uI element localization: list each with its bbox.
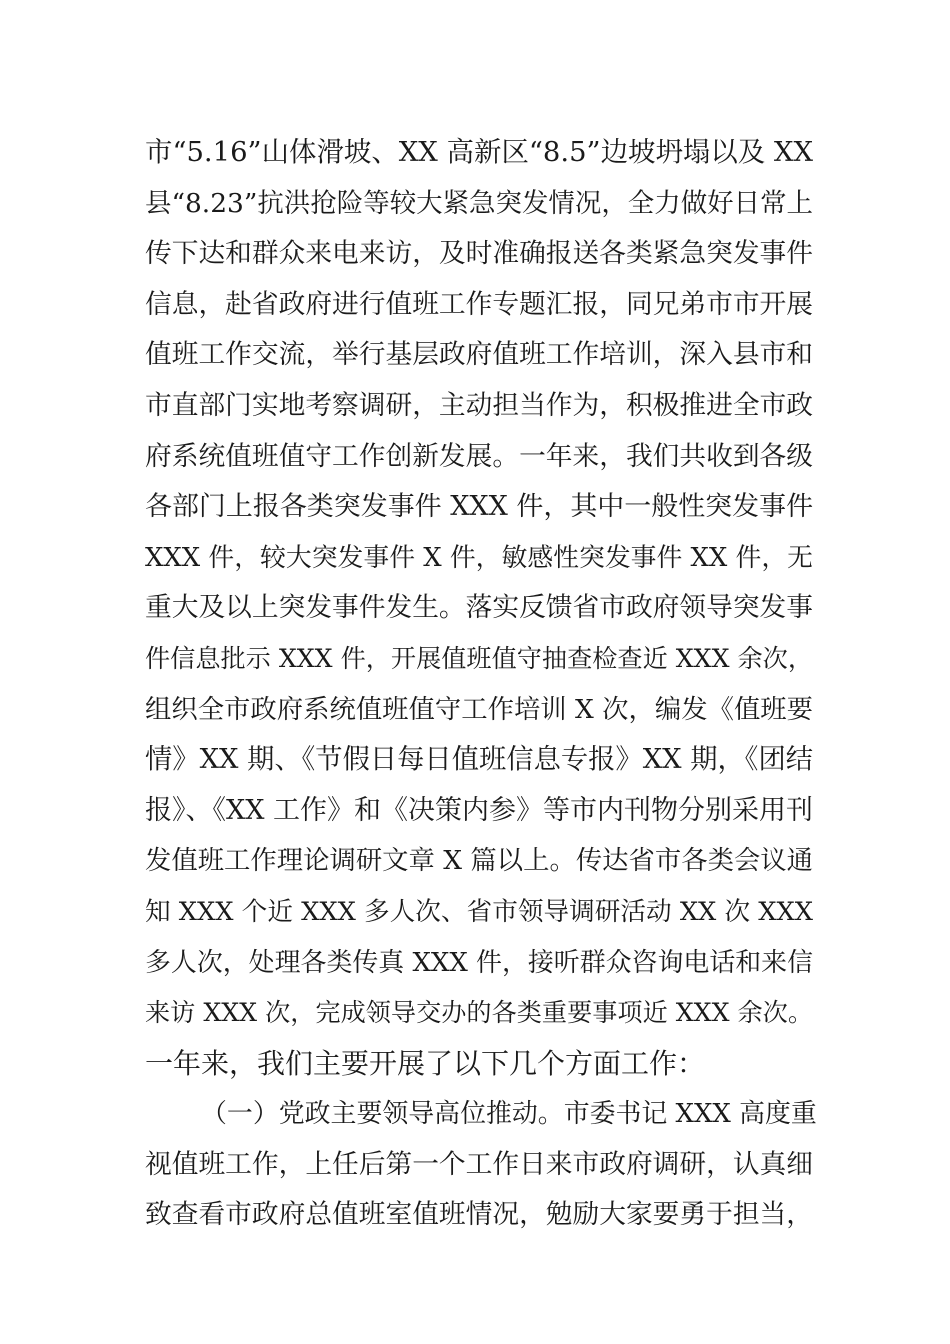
body-text (145, 128, 817, 1241)
text-line: 来访 XXX 次，完成领导交办的各类重要事项近 XXX 余次。 (145, 998, 813, 1028)
text-line: 件信息批示 XXX 件，开展值班值守抽查检查近 XXX 余次， (145, 643, 813, 673)
text-line: 值班工作交流，举行基层政府值班工作培训，深入县市和 (145, 339, 813, 371)
text-line: 视值班工作，上任后第一个工作日来市政府调研，认真细 (145, 1148, 813, 1180)
text-line: 多人次，处理各类传真 XXX 件，接听群众咨询电话和来信 (145, 947, 813, 978)
text-line: 各部门上报各类突发事件 XXX 件，其中一般性突发事件 (145, 491, 814, 523)
text-line: 市直部门实地考察调研，主动担当作为，积极推进全市政 (145, 389, 813, 421)
text-line: 发值班工作理论调研文章 X 篇以上。传达省市各类会议通 (145, 846, 813, 877)
text-line: 组织全市政府系统值班值守工作培训 X 次，编发《值班要 (145, 694, 813, 725)
text-line: 府系统值班值守工作创新发展。一年来，我们共收到各级 (145, 440, 813, 472)
text-line: 报》、《XX 工作》和《决策内参》等市内刊物分别采用刊 (145, 794, 814, 826)
text-line: XXX 件，较大突发事件 X 件，敏感性突发事件 XX 件，无 (145, 542, 813, 573)
text-line: 市“5.16”山体滑坡、XX 高新区“8.5”边坡坍塌以及 XX (145, 137, 813, 168)
text-line: 传下达和群众来电来访，及时准确报送各类紧急突发事件 (145, 238, 813, 270)
text-line: 县“8.23”抗洪抢险等较大紧急突发情况，全力做好日常上 (145, 187, 813, 219)
text-line: 重大及以上突发事件发生。落实反馈省市政府领导突发事 (145, 592, 813, 624)
section-heading-line: （一）党政主要领导高位推动。市委书记 XXX 高度重 (201, 1099, 817, 1130)
text-line: 一年来，我们主要开展了以下几个方面工作： (145, 1046, 706, 1080)
text-line: 致查看市政府总值班室值班情况，勉励大家要勇于担当， (145, 1199, 813, 1231)
text-line: 信息，赴省政府进行值班工作专题汇报，同兄弟市市开展 (145, 288, 813, 320)
text-line: 知 XXX 个近 XXX 多人次、省市领导调研活动 XX 次 XXX (145, 896, 813, 927)
text-line: 情》XX 期、《节假日每日值班信息专报》XX 期，《团结 (145, 744, 813, 776)
